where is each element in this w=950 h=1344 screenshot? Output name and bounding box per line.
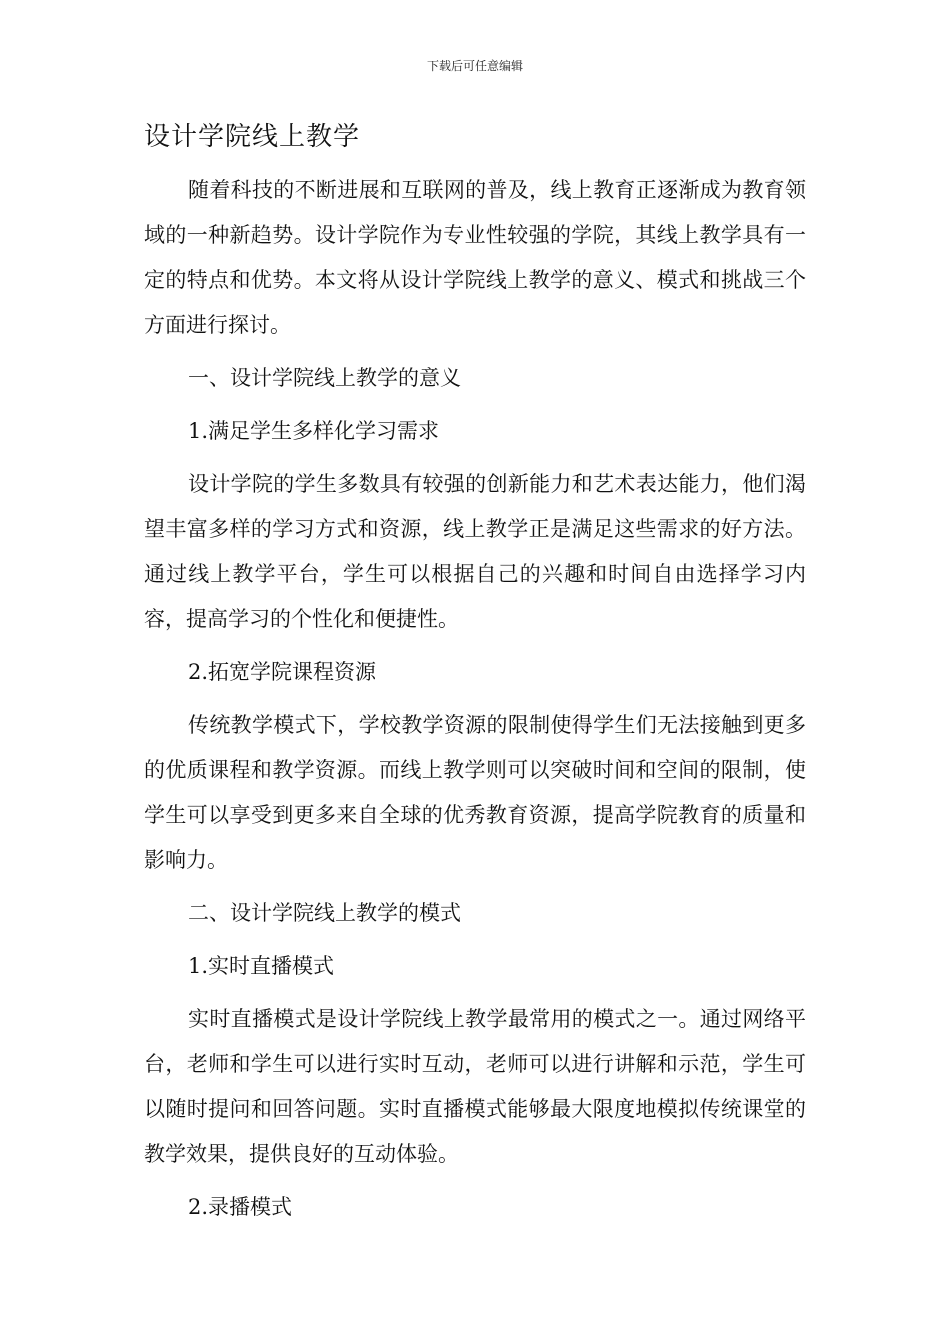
subheading-recorded-mode: 2.录播模式 xyxy=(188,1195,293,1219)
document-title: 设计学院线上教学 xyxy=(144,122,361,152)
paragraph-live-mode: 实时直播模式是设计学院线上教学最常用的模式之一。通过网络平台，老师和学生可以进行实时互动，老师可以进行讲解和示范，学生可以随时提问和回答问题。实时直播模式能够最大限度地模拟传统课堂的教学效果，提供良好的互动体验。 xyxy=(144,1007,806,1166)
section-heading-modes: 二、设计学院线上教学的模式 xyxy=(188,901,461,925)
subheading-diverse-needs: 1.满足学生多样化学习需求 xyxy=(188,419,440,443)
intro-paragraph: 随着科技的不断进展和互联网的普及，线上教育正逐渐成为教育领域的一种新趋势。设计学院作为专业性较强的学院，其线上教学具有一定的特点和优势。本文将从设计学院线上教学的意义、模式和挑战三个方面进行探讨。 xyxy=(144,178,806,337)
subheading-course-resources: 2.拓宽学院课程资源 xyxy=(188,660,377,684)
subheading-live-mode: 1.实时直播模式 xyxy=(188,954,335,978)
paragraph-course-resources: 传统教学模式下，学校教学资源的限制使得学生们无法接触到更多的优质课程和教学资源。而线上教学则可以突破时间和空间的限制，使学生可以享受到更多来自全球的优秀教育资源，提高学院教育的质量和影响力。 xyxy=(144,713,806,872)
document-body xyxy=(144,168,806,1230)
header-note: 下载后可任意编辑 xyxy=(426,59,523,73)
paragraph-diverse-needs: 设计学院的学生多数具有较强的创新能力和艺术表达能力，他们渴望丰富多样的学习方式和资源，线上教学正是满足这些需求的好方法。通过线上教学平台，学生可以根据自己的兴趣和时间自由选择学习内容，提高学习的个性化和便捷性。 xyxy=(144,472,806,631)
section-heading-significance: 一、设计学院线上教学的意义 xyxy=(188,366,461,390)
